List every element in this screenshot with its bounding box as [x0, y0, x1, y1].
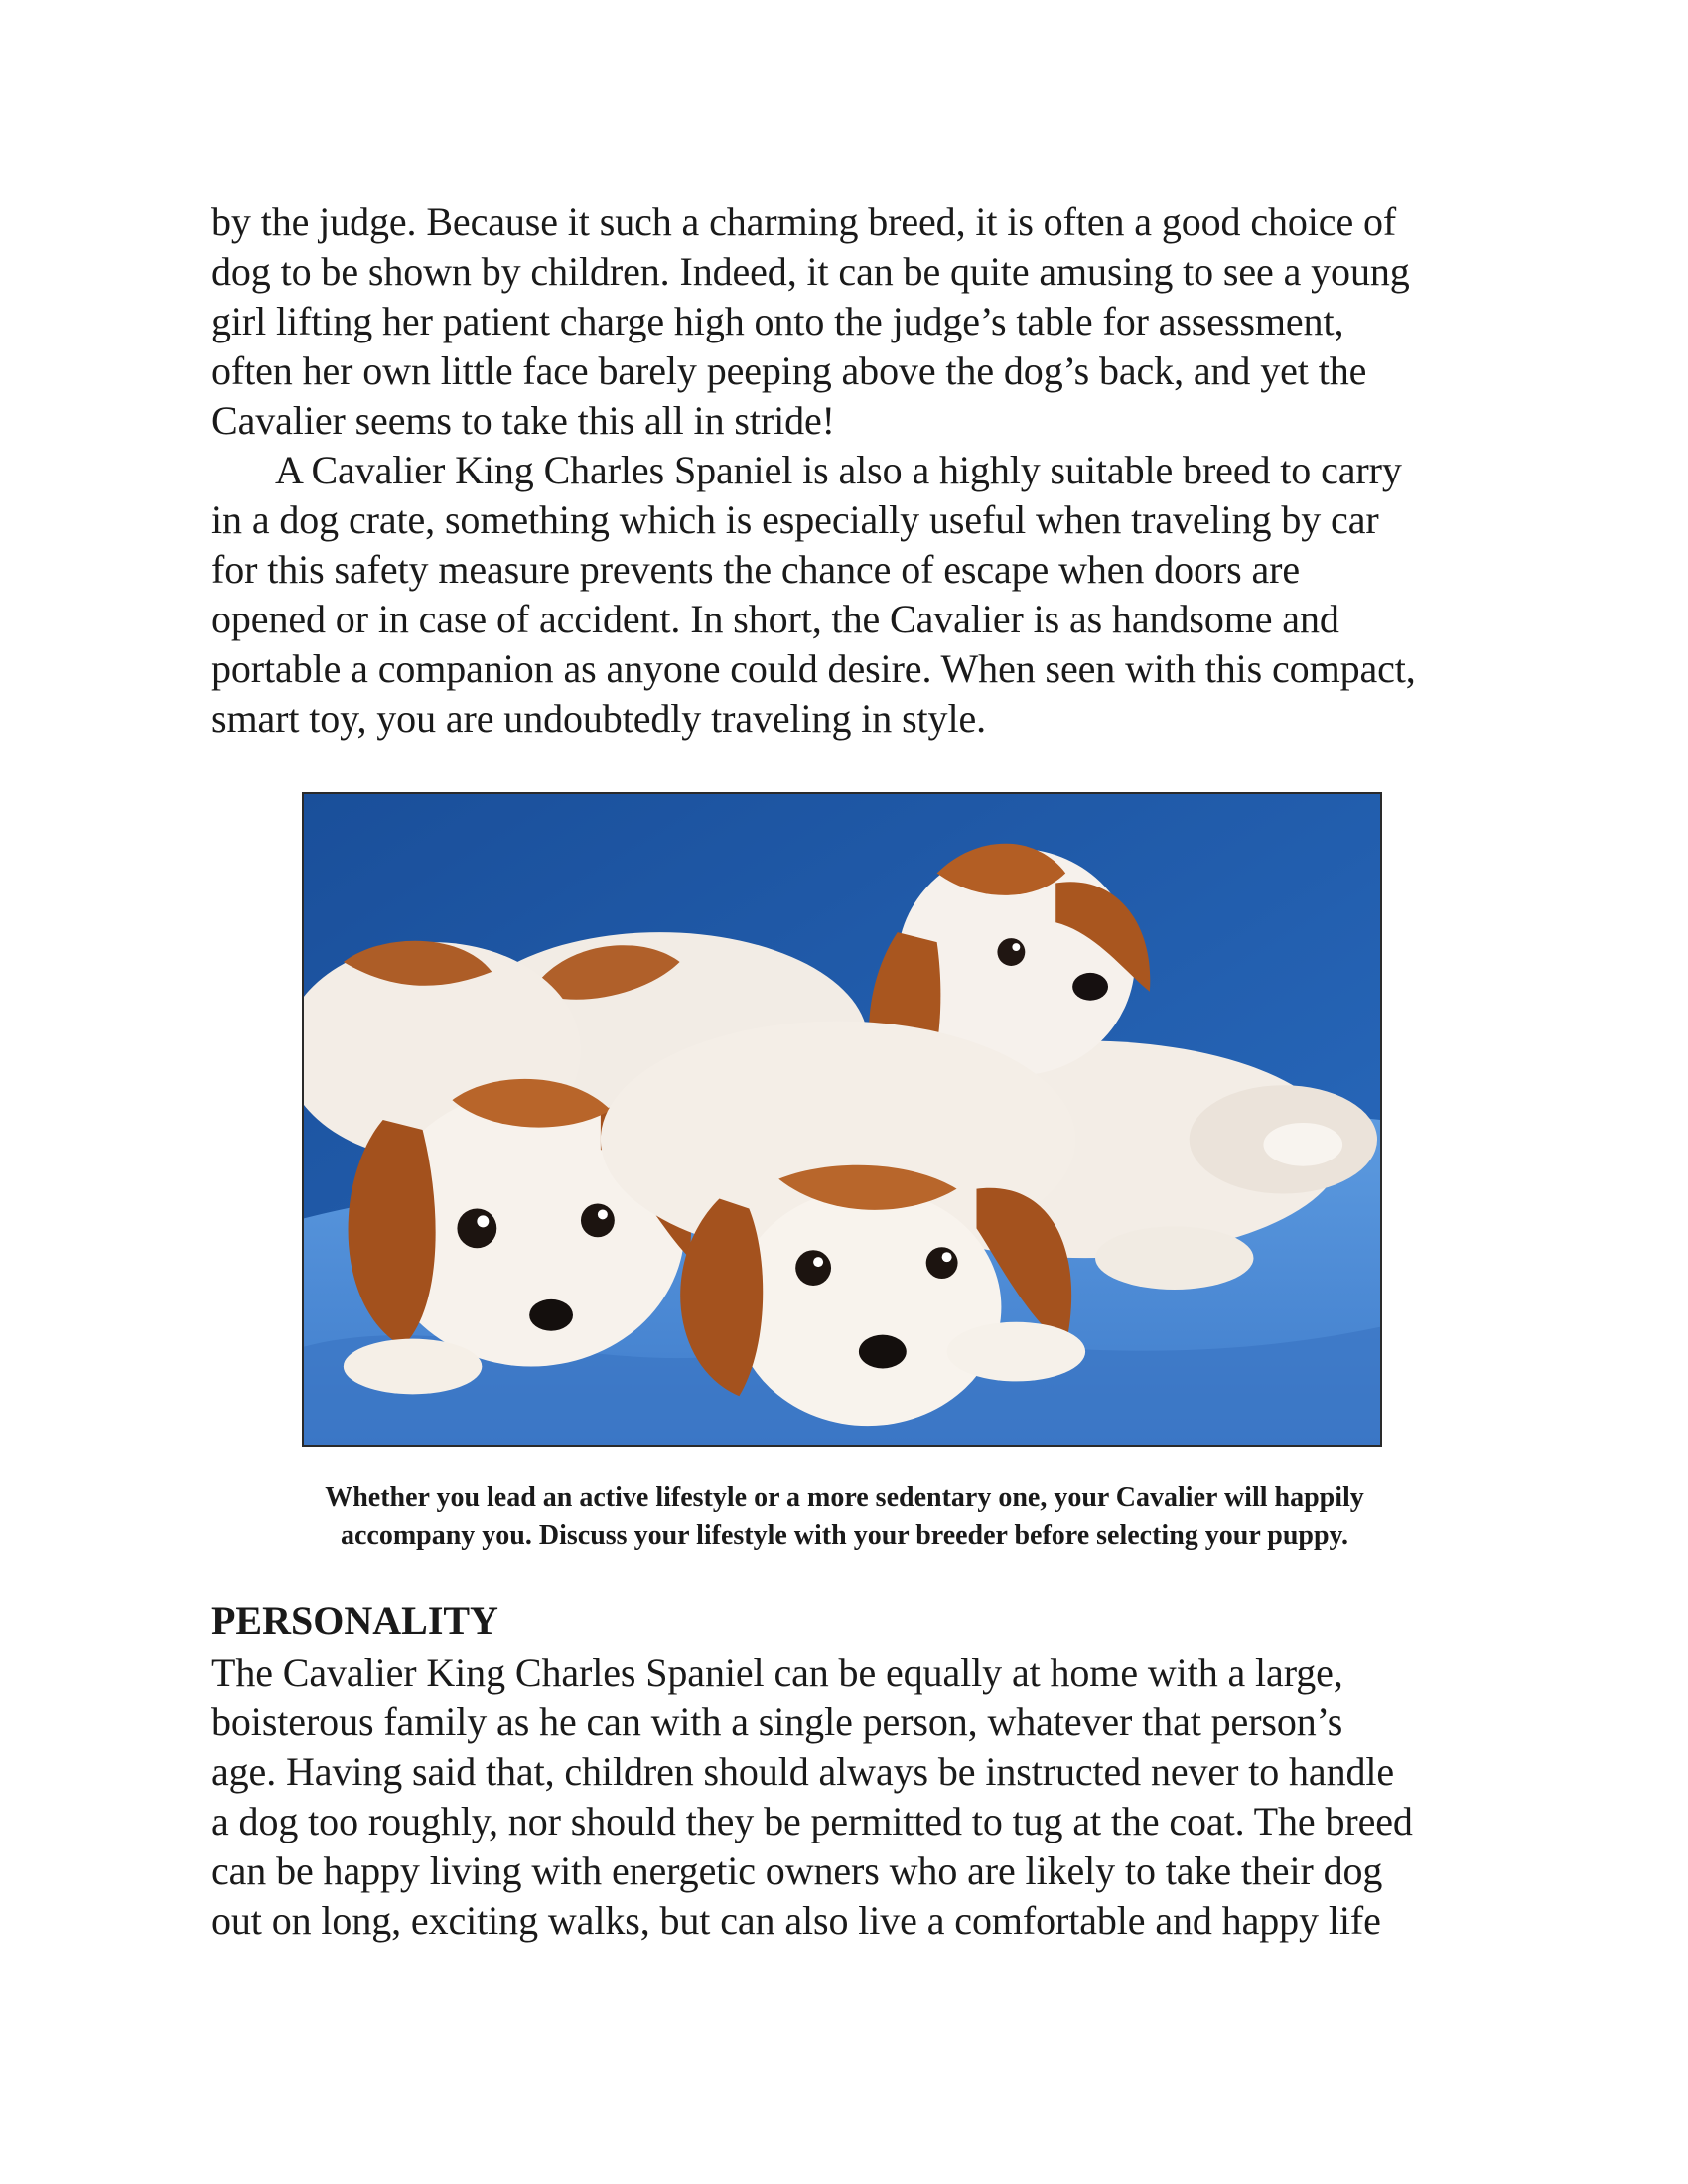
text-line: opened or in case of accident. In short, the Cavalier is as handsome and: [211, 597, 1339, 641]
text-line: a dog too roughly, nor should they be permitted to tug at the coat. The breed: [211, 1799, 1413, 1843]
text-line: dog to be shown by children. Indeed, it can be quite amusing to see a young: [211, 249, 1410, 294]
section-heading-personality: PERSONALITY: [211, 1598, 498, 1643]
text-line: A Cavalier King Charles Spaniel is also a highly suitable breed to carry: [275, 448, 1402, 492]
text-line: smart toy, you are undoubtedly traveling in style.: [211, 696, 987, 741]
text-line: in a dog crate, something which is especially useful when traveling by car: [211, 497, 1379, 542]
text-line: The Cavalier King Charles Spaniel can be equally at home with a large,: [211, 1650, 1343, 1695]
paragraph-judge: [211, 198, 1492, 446]
text-line: can be happy living with energetic owners who are likely to take their dog: [211, 1848, 1383, 1893]
text-line: by the judge. Because it such a charming breed, it is often a good choice of: [211, 200, 1397, 244]
puppy-center-head: [734, 1189, 1001, 1427]
text-line: girl lifting her patient charge high onto the judge’s table for assessment,: [211, 299, 1344, 343]
photo-caption: [211, 1479, 1477, 1555]
paragraph-dog-crate: [211, 446, 1492, 744]
puppies-illustration: [304, 794, 1380, 1445]
text-line: portable a companion as anyone could desire. When seen with this compact,: [211, 646, 1416, 691]
caption-line: accompany you. Discuss your lifestyle with your breeder before selecting your puppy.: [340, 1520, 1349, 1551]
text-line: often her own little face barely peeping above the dog’s back, and yet the: [211, 348, 1367, 393]
text-line: age. Having said that, children should always be instructed never to handle: [211, 1749, 1395, 1794]
text-line: out on long, exciting walks, but can also live a comfortable and happy life: [211, 1898, 1381, 1943]
paragraph-personality: [211, 1648, 1492, 1946]
text-line: Cavalier seems to take this all in stride!: [211, 398, 835, 443]
puppies-photo: [302, 792, 1382, 1447]
text-line: for this safety measure prevents the chance of escape when doors are: [211, 547, 1301, 592]
text-line: boisterous family as he can with a single person, whatever that person’s: [211, 1700, 1343, 1744]
caption-line: Whether you lead an active lifestyle or a more sedentary one, your Cavalier will happily: [325, 1482, 1364, 1513]
